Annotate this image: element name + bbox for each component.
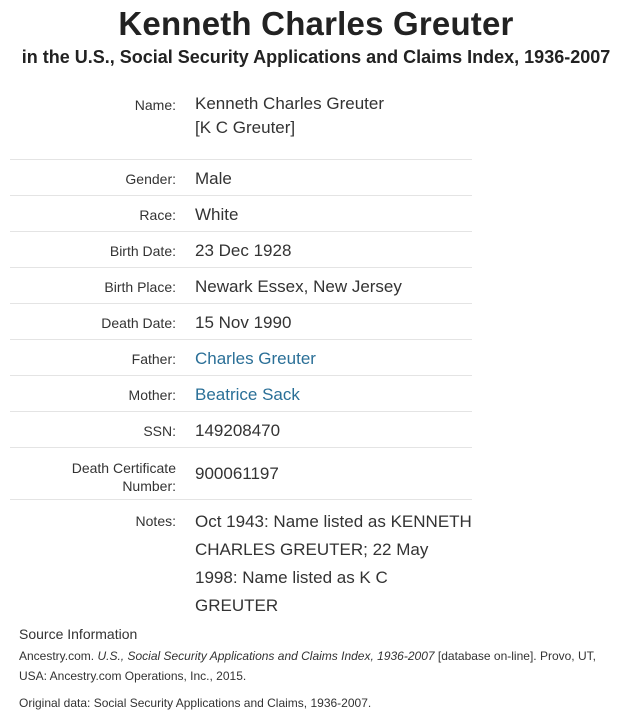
- mother-value: [195, 376, 472, 412]
- father-link[interactable]: Charles Greuter: [195, 349, 316, 368]
- page-header: [0, 4, 632, 69]
- name-label: Name:: [10, 86, 195, 160]
- source-citation: [19, 646, 619, 686]
- record-row-name: [10, 86, 472, 160]
- record-row-notes: [10, 500, 472, 621]
- citation-title: U.S., Social Security Applications and Claims Index, 1936-2007: [97, 649, 435, 663]
- record-row-mother: [10, 376, 472, 412]
- birth-place-label: Birth Place:: [10, 268, 195, 304]
- birth-date-label: Birth Date:: [10, 232, 195, 268]
- source-title: Source Information: [19, 626, 138, 642]
- notes-label: Notes:: [135, 513, 176, 529]
- death-date-value: 15 Nov 1990: [195, 304, 472, 340]
- gender-label: Gender:: [10, 160, 195, 196]
- record-row-birth-place: [10, 268, 472, 304]
- race-label: Race:: [10, 196, 195, 232]
- citation-suffix: [database on-line]. Provo, UT, USA: Ancestry.com Operations, Inc., 2015.: [19, 649, 596, 683]
- record-row-race: [10, 196, 472, 232]
- name-primary: Kenneth Charles Greuter: [195, 94, 384, 113]
- ssn-value: 149208470: [195, 412, 472, 448]
- citation-prefix: Ancestry.com.: [19, 649, 98, 663]
- source-information: [19, 624, 619, 712]
- name-value: [195, 86, 472, 160]
- record-row-gender: [10, 160, 472, 196]
- birth-place-value: Newark Essex, New Jersey: [195, 268, 472, 304]
- birth-date-value: 23 Dec 1928: [195, 232, 472, 268]
- father-value: [195, 340, 472, 376]
- mother-label: Mother:: [10, 376, 195, 412]
- record-row-birth-date: [10, 232, 472, 268]
- ssn-label: SSN:: [10, 412, 195, 448]
- gender-value: Male: [195, 160, 472, 196]
- notes-value: Oct 1943: Name listed as KENNETH CHARLES GREUTER; 22 May 1998: Name listed as K C GREUTER: [195, 512, 472, 615]
- name-alias: [K C Greuter]: [195, 118, 296, 137]
- death-certificate-value: 900061197: [195, 448, 472, 500]
- record-row-death-certificate: [10, 448, 472, 500]
- page-title: Kenneth Charles Greuter: [118, 5, 514, 42]
- death-certificate-label: [10, 448, 195, 500]
- page-subtitle: in the U.S., Social Security Applications and Claims Index, 1936-2007: [21, 47, 611, 67]
- record-table: [10, 86, 472, 620]
- record-row-death-date: [10, 304, 472, 340]
- death-date-label: Death Date:: [10, 304, 195, 340]
- record-row-ssn: [10, 412, 472, 448]
- death-certificate-label-line1: Death Certificate: [71, 460, 176, 476]
- mother-link[interactable]: Beatrice Sack: [195, 385, 300, 404]
- original-data: Original data: Social Security Applications and Claims, 1936-2007.: [19, 696, 372, 710]
- record-row-father: [10, 340, 472, 376]
- death-certificate-label-line2: Number:: [122, 478, 176, 494]
- race-value: White: [195, 196, 472, 232]
- father-label: Father:: [10, 340, 195, 376]
